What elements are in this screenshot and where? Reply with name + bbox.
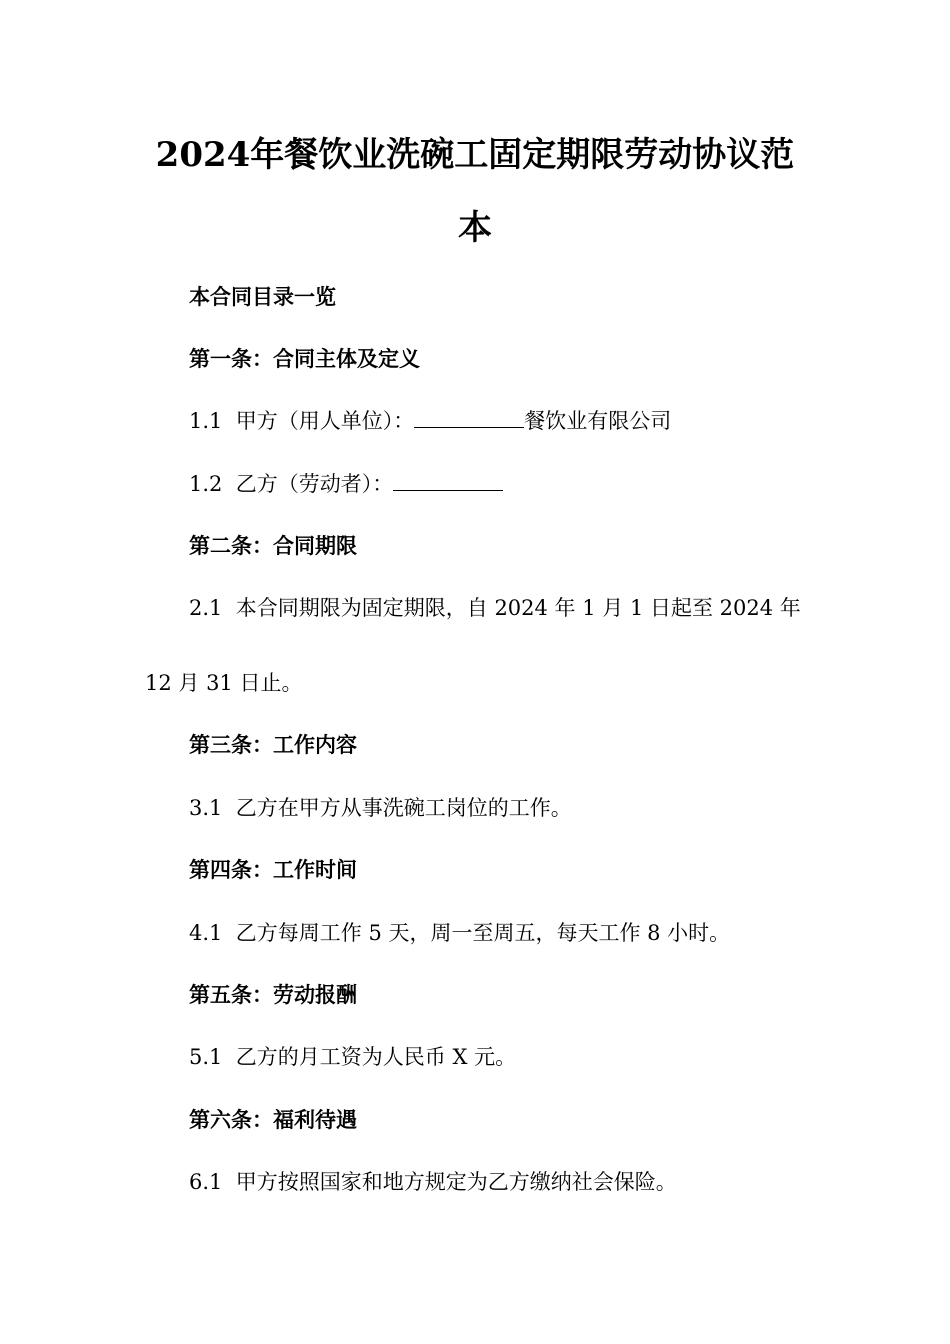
clause-text: 乙方在甲方从事洗碗工岗位的工作。 xyxy=(235,796,572,820)
clause-2-1-continuation: 12 月 31 日止。 xyxy=(145,671,303,695)
clause-label: 甲方（用人单位）： xyxy=(235,409,415,433)
clause-number: 1.1 xyxy=(189,409,223,433)
clause-4-1 xyxy=(189,918,730,948)
fill-in-blank-employer xyxy=(414,405,524,428)
clause-number: 1.2 xyxy=(189,472,223,496)
section-6-heading: 第六条：福利待遇 xyxy=(189,1108,357,1132)
clause-2-1 xyxy=(189,593,801,623)
document-title-line-1: 2024年餐饮业洗碗工固定期限劳动协议范 xyxy=(155,135,795,175)
section-2-heading: 第二条：合同期限 xyxy=(189,534,357,558)
section-5-heading: 第五条：劳动报酬 xyxy=(189,983,357,1007)
clause-6-1 xyxy=(189,1167,677,1197)
section-1-heading: 第一条：合同主体及定义 xyxy=(189,347,420,371)
clause-1-2 xyxy=(189,468,503,499)
clause-label: 乙方（劳动者）： xyxy=(235,472,394,496)
clause-number: 4.1 xyxy=(189,921,223,945)
fill-in-blank-employee xyxy=(393,468,503,491)
clause-text: 甲方按照国家和地方规定为乙方缴纳社会保险。 xyxy=(235,1170,677,1194)
section-3-heading: 第三条：工作内容 xyxy=(189,733,357,757)
clause-number: 2.1 xyxy=(189,596,223,620)
clause-5-1 xyxy=(189,1042,516,1072)
toc-heading: 本合同目录一览 xyxy=(189,285,336,309)
clause-number: 3.1 xyxy=(189,796,223,820)
clause-text: 乙方的月工资为人民币 X 元。 xyxy=(235,1045,517,1069)
clause-3-1 xyxy=(189,793,572,823)
clause-number: 6.1 xyxy=(189,1170,223,1194)
clause-1-1 xyxy=(189,405,671,436)
clause-text: 本合同期限为固定期限，自 2024 年 1 月 1 日起至 2024 年 xyxy=(235,596,801,620)
section-4-heading: 第四条：工作时间 xyxy=(189,858,357,882)
clause-number: 5.1 xyxy=(189,1045,223,1069)
clause-suffix: 餐饮业有限公司 xyxy=(524,409,672,433)
document-title-line-2: 本 xyxy=(458,208,492,248)
clause-text: 乙方每周工作 5 天，周一至周五，每天工作 8 小时。 xyxy=(235,921,731,945)
